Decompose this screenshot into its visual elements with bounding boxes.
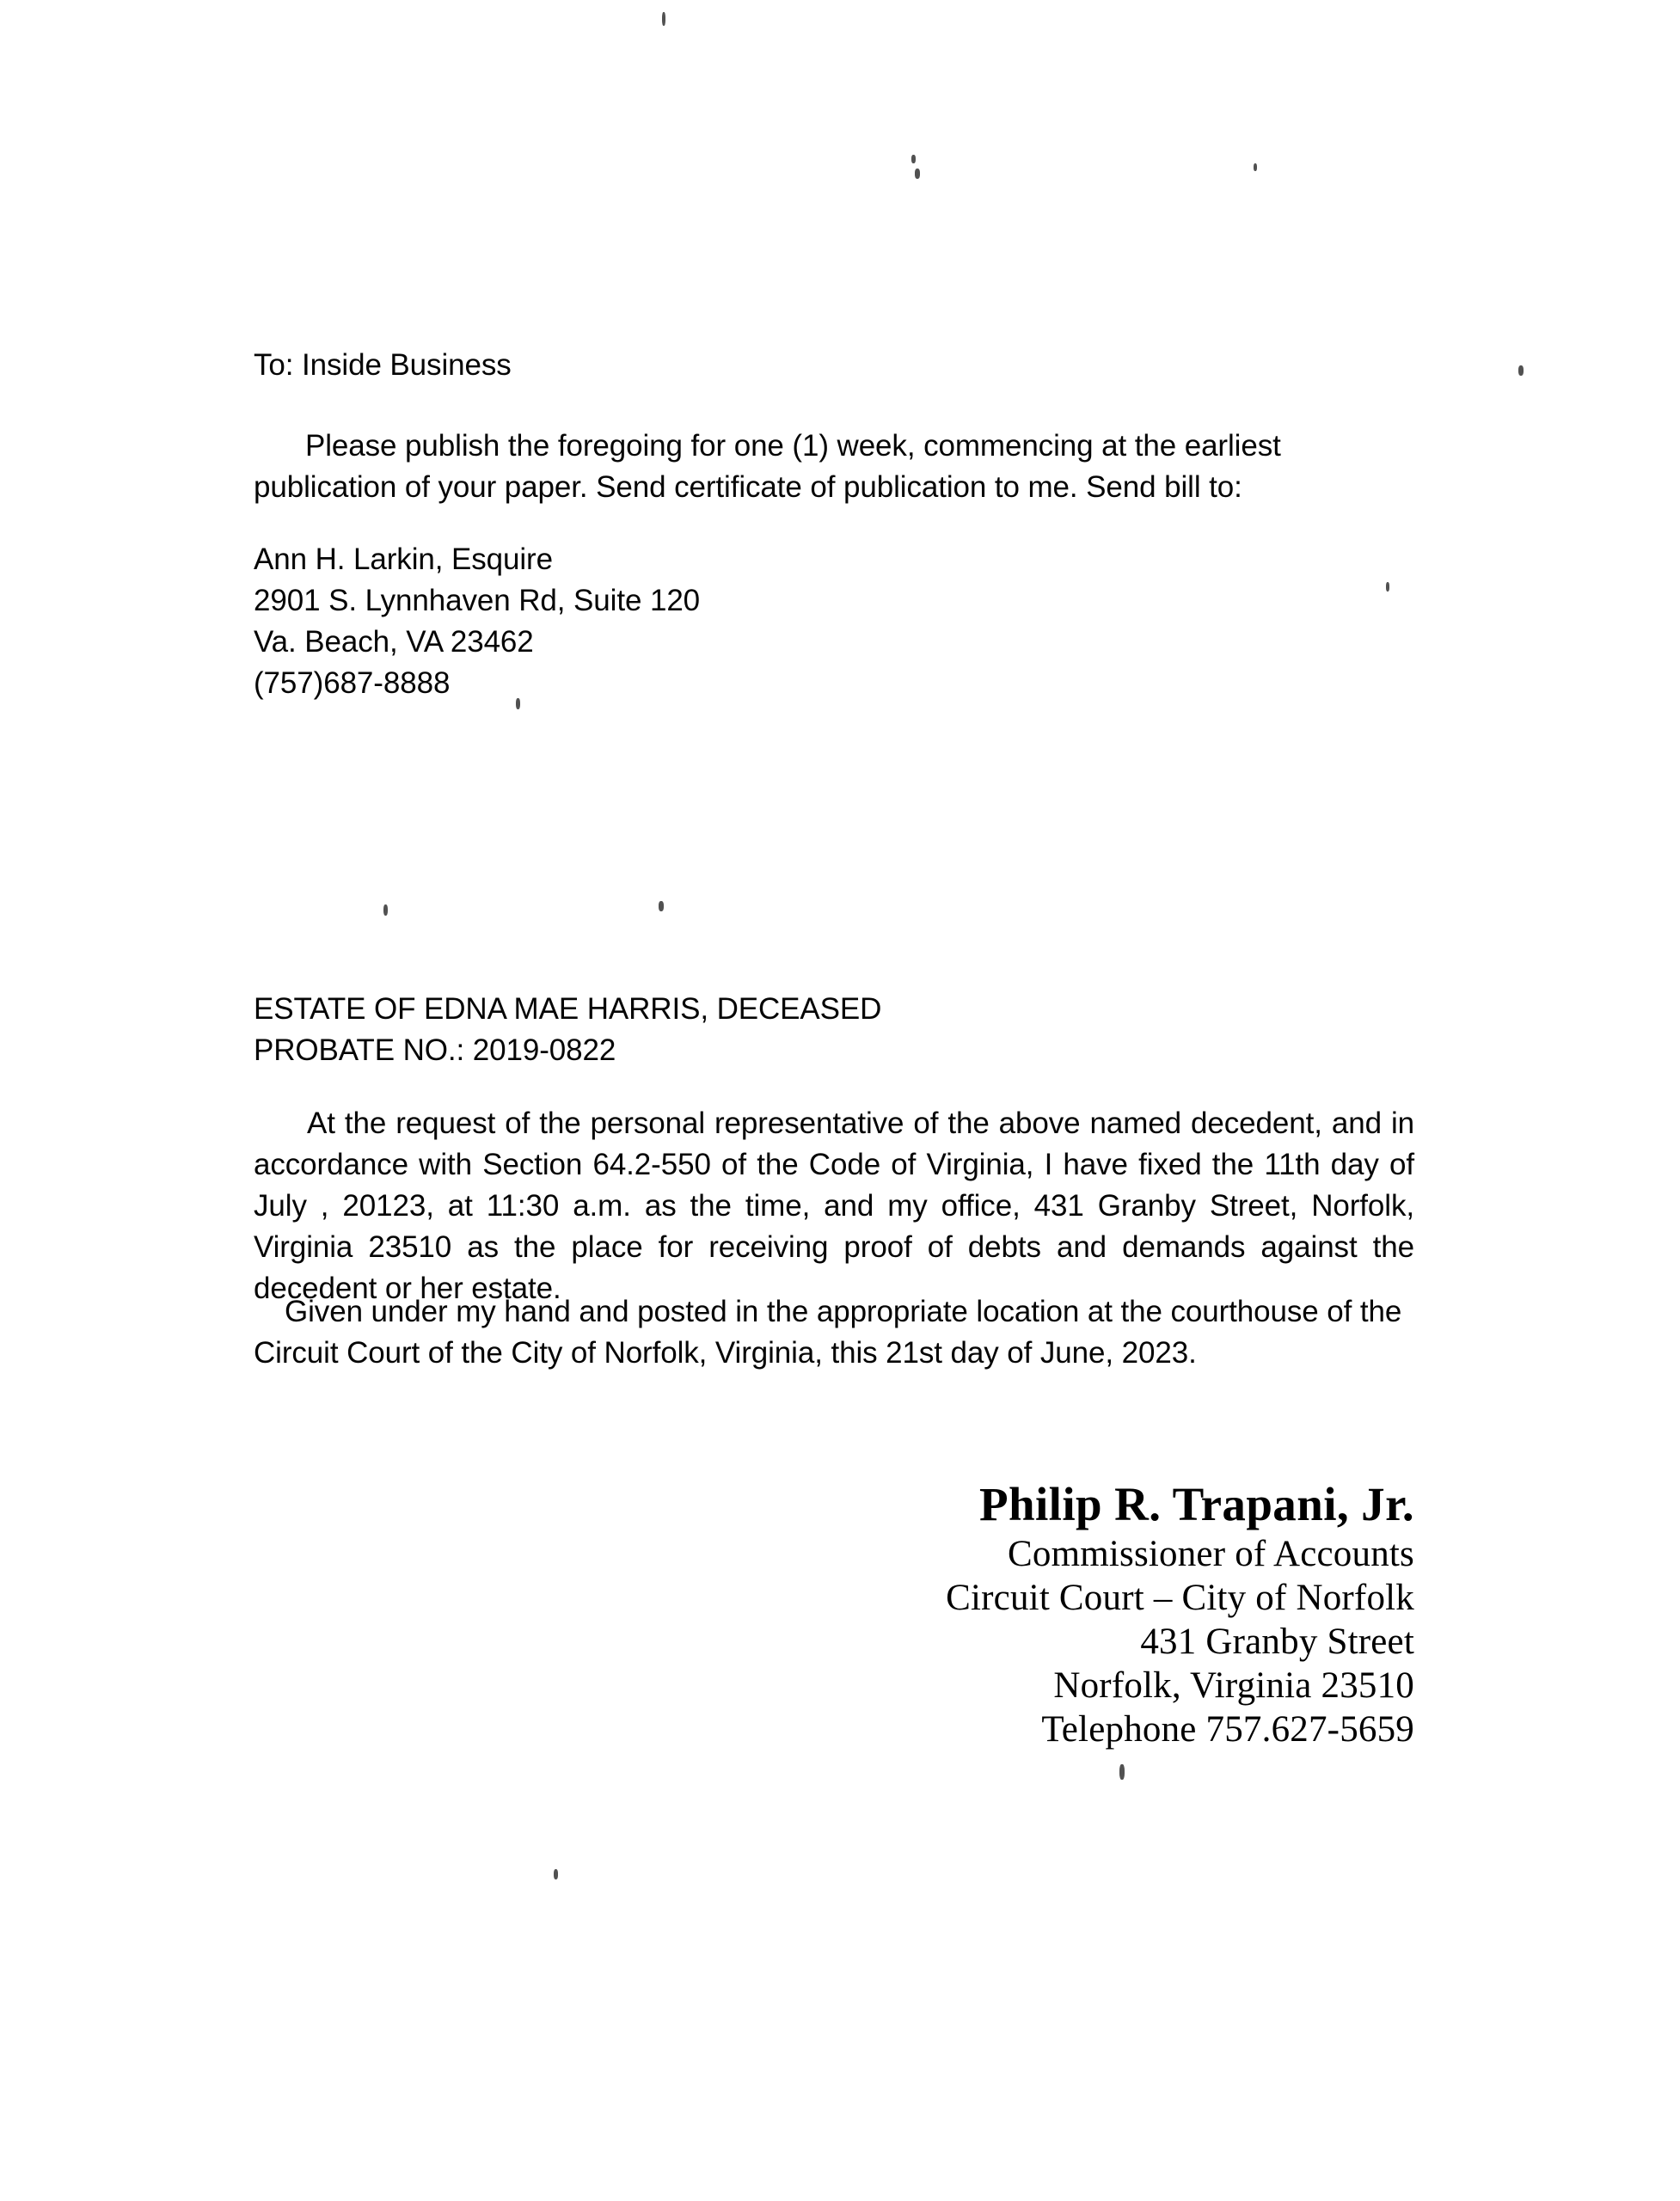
scan-speck xyxy=(1119,1764,1125,1780)
commissioner-title: Commissioner of Accounts xyxy=(1008,1534,1414,1574)
given-under-hand-paragraph xyxy=(254,1291,1414,1374)
recipient-text: To: Inside Business xyxy=(254,348,512,382)
scan-speck xyxy=(1518,365,1524,376)
publish-request-paragraph xyxy=(254,426,1414,508)
notice-body-paragraph xyxy=(254,1103,1414,1309)
signature-block xyxy=(555,1477,1414,1751)
commissioner-city-state-zip: Norfolk, Virginia 23510 xyxy=(1053,1665,1414,1706)
probate-number-line: PROBATE NO.: 2019-0822 xyxy=(254,1033,616,1067)
scan-speck xyxy=(659,901,664,911)
given-under-hand-text: Given under my hand and posted in the appropriate location at the courthouse of the Circuit Court of the City of Norfolk, Virginia, this 21st day of June, 2023. xyxy=(254,1295,1402,1370)
publish-request-line-2: publication of your paper. Send certificate of publication to me. Send bill to: xyxy=(254,470,1242,504)
sender-street: 2901 S. Lynnhaven Rd, Suite 120 xyxy=(254,584,701,617)
commissioner-street: 431 Granby Street xyxy=(1140,1622,1414,1662)
sender-address-block xyxy=(254,539,1414,704)
commissioner-court: Circuit Court – City of Norfolk xyxy=(946,1578,1414,1618)
sender-city-state-zip: Va. Beach, VA 23462 xyxy=(254,625,534,659)
scan-speck xyxy=(915,169,920,179)
publish-request-line-1: Please publish the foregoing for one (1) week, commencing at the earliest xyxy=(305,429,1281,463)
sender-phone: (757)687-8888 xyxy=(254,666,451,700)
notice-body-text: At the request of the personal representative of the above named decedent, and in accordance with Section 64.2-550 of the Code of Virginia, I have fixed the 11th day of July , 20123, at 11:30 a.m. as the time, and my office, 431 Granby Street, Norfolk, Virginia 23510 as the place for receiving proof of debts and demands against the decedent or her estate. xyxy=(254,1107,1414,1305)
estate-title-line: ESTATE OF EDNA MAE HARRIS, DECEASED xyxy=(254,992,882,1026)
scan-speck xyxy=(662,12,665,26)
recipient-line xyxy=(254,345,1414,386)
estate-heading xyxy=(254,989,1414,1071)
scan-speck xyxy=(554,1869,558,1879)
commissioner-name: Philip R. Trapani, Jr. xyxy=(979,1478,1414,1530)
scan-speck xyxy=(383,904,388,916)
scan-speck xyxy=(911,155,916,163)
scan-speck xyxy=(1254,163,1257,171)
sender-name: Ann H. Larkin, Esquire xyxy=(254,543,553,576)
commissioner-telephone: Telephone 757.627-5659 xyxy=(1041,1709,1414,1750)
